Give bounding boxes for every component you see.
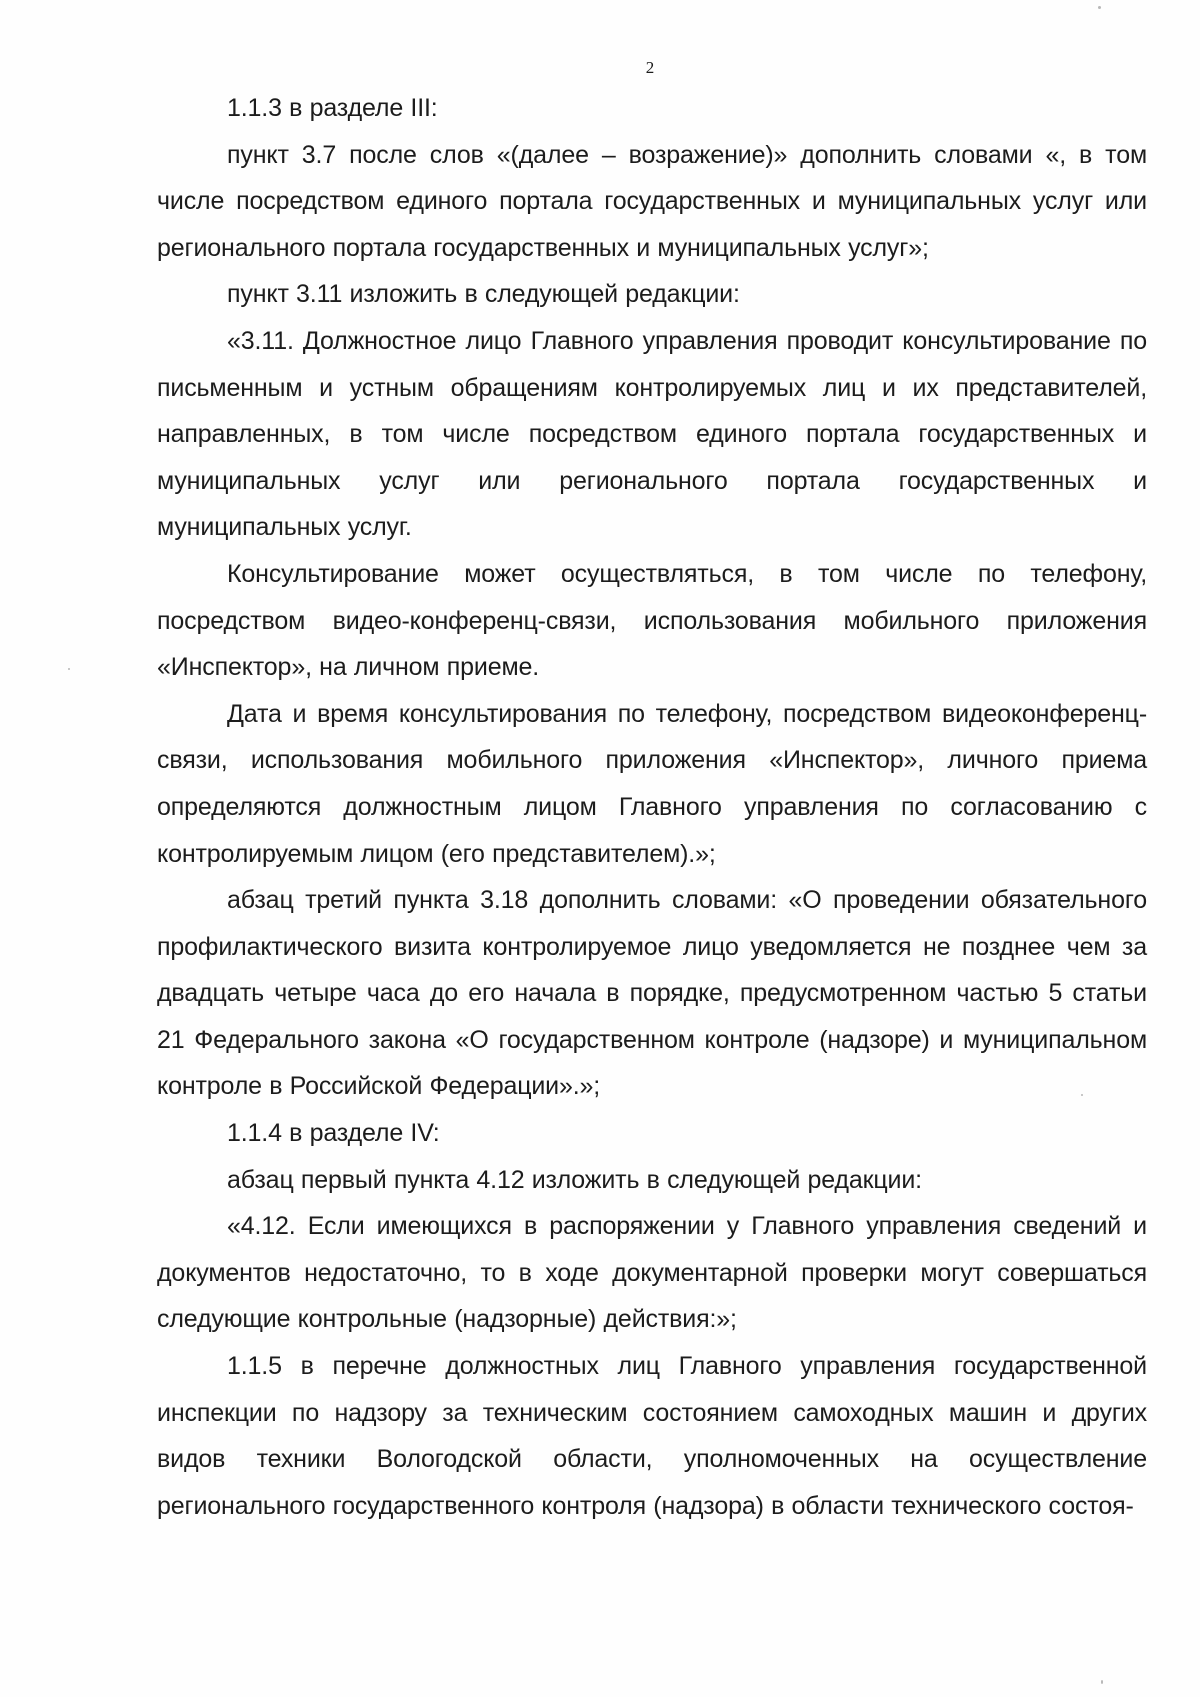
- paragraph-point-1-1-5: 1.1.5 в перечне должностных лиц Главного управления государственной инспекции по надзору за техническим состоянием самоходных машин и других видов техники Вологодской области, уполномоченных на осуществление регионального государственного контроля (надзора) в области технического состоя-: [157, 1352, 1147, 1520]
- paragraph-point-4-12-text: «4.12. Если имеющихся в распоряжении у Главного управления сведений и документов недостаточно, то в ходе документарной проверки могут совершаться следующие контрольные (надзорные) действия:»;: [157, 1212, 1147, 1334]
- paragraph-point-3-7: пункт 3.7 после слов «(далее – возражение)» дополнить словами «, в том числе посредством единого портала государственных и муниципальных услуг или регионального портала государственных и муниципальных услуг»;: [157, 140, 1147, 262]
- paragraph-point-3-18: абзац третий пункта 3.18 дополнить словами: «О проведении обязательного профилактического визита контролируемое лицо уведомляется не позднее чем за двадцать четыре часа до его начала в порядке, предусмотренном частью 5 статьи 21 Федерального закона «О государственном контроле (надзоре) и муниципальном контроле в Российской Федерации».»;: [157, 886, 1147, 1101]
- paragraph-point-3-11-intro: пункт 3.11 изложить в следующей редакции:: [227, 280, 740, 309]
- paragraph-section-3-heading: 1.1.3 в разделе III:: [227, 94, 438, 122]
- scan-speck: [68, 668, 70, 670]
- page-number: 2: [645, 58, 655, 77]
- paragraph-point-3-11-text: «3.11. Должностное лицо Главного управления проводит консультирование по письменным и устным обращениям контролируемых лиц и их представителей, направленных, в том числе посредством единого портала государственных и муниципальных услуг или регионального портала государственных и муниципальных услуг.: [157, 326, 1147, 542]
- paragraph-point-4-12-intro: абзац первый пункта 4.12 изложить в следующей редакции:: [227, 1165, 922, 1194]
- paragraph-section-4-heading: 1.1.4 в разделе IV:: [227, 1119, 440, 1148]
- paragraph-consulting-methods: Консультирование может осуществляться, в том числе по телефону, посредством видео-конференц-связи, использования мобильного приложения «Инспектор», на личном приеме.: [157, 559, 1147, 682]
- scan-speck: [1081, 1094, 1083, 1096]
- paragraph-consulting-date-time: Дата и время консультирования по телефону, посредством видеоконференц-связи, использования мобильного приложения «Инспектор», личного приема определяются должностным лицом Главного управления по согласованию с контролируемым лицом (его представителем).»;: [157, 699, 1147, 868]
- scan-speck: [1098, 6, 1101, 9]
- document-body: [157, 85, 1147, 1529]
- scan-speck: [1101, 1680, 1103, 1684]
